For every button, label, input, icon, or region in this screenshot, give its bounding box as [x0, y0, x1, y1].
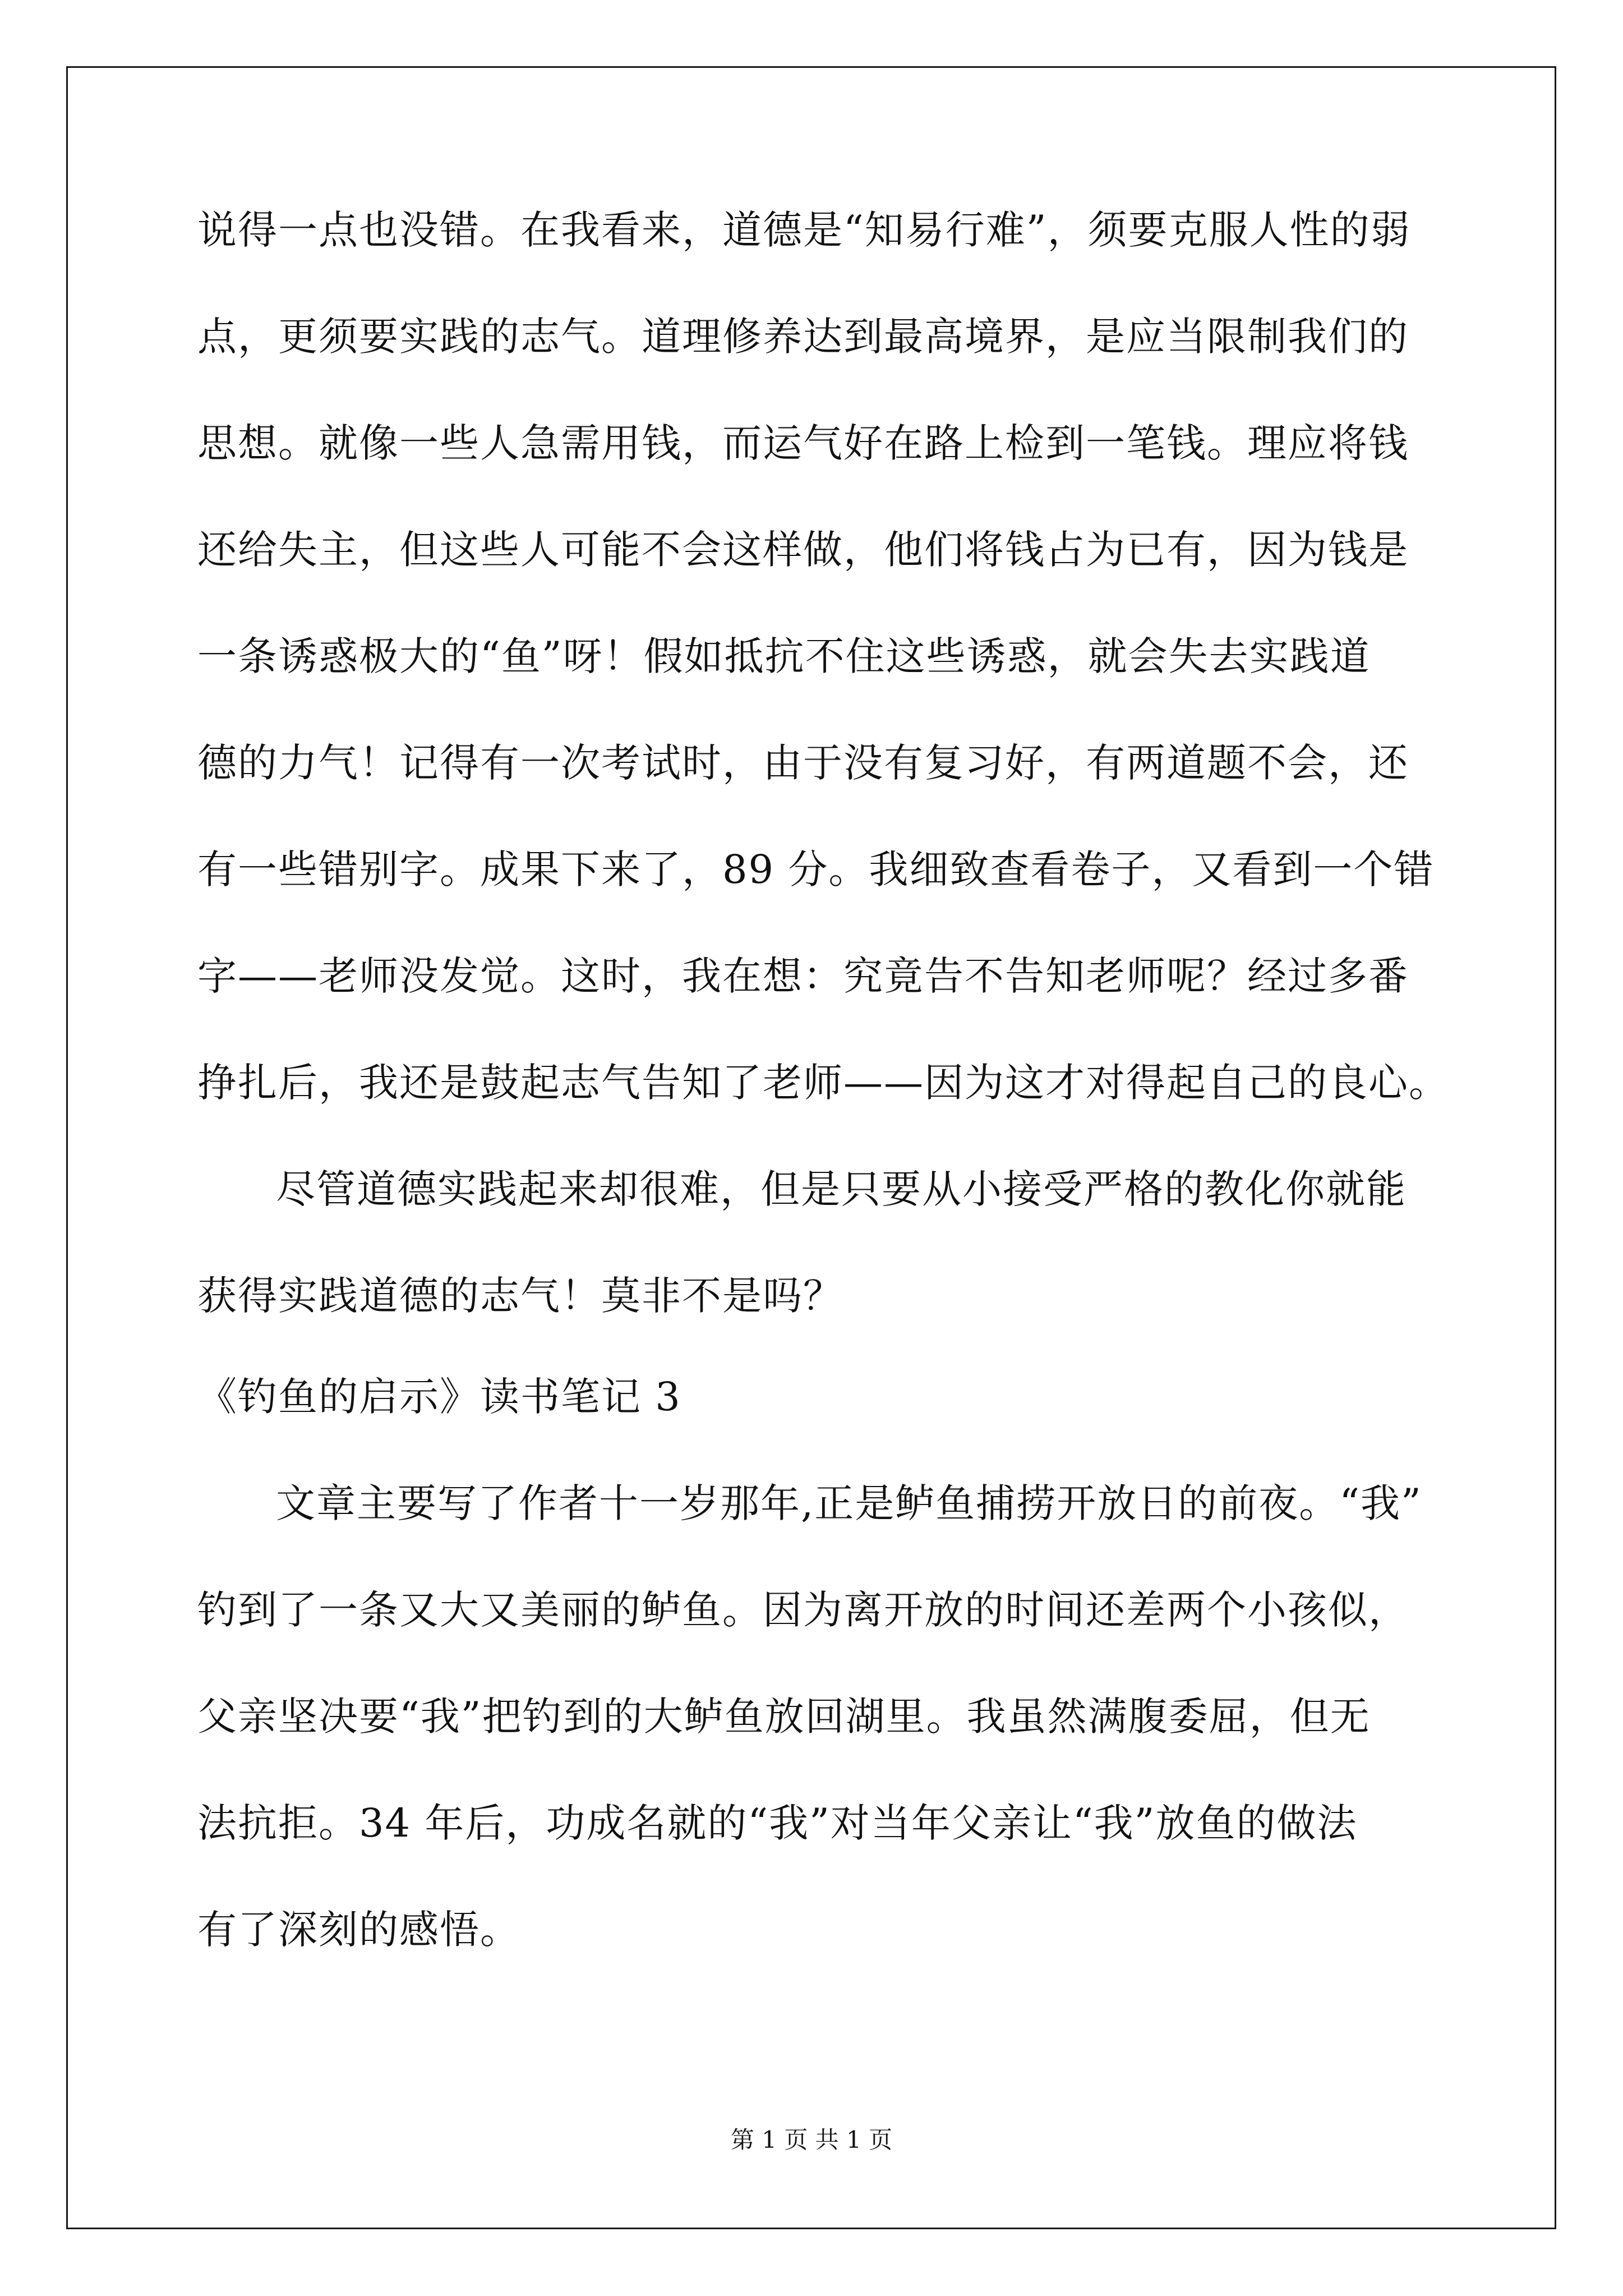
paragraph-start-line: 文章主要写了作者十一岁那年,正是鲈鱼捕捞开放日的前夜。“我”	[276, 1480, 1422, 1526]
text-line: 钓到了一条又大又美丽的鲈鱼。因为离开放的时间还差两个小孩似，	[197, 1587, 1409, 1633]
text-line: 德的力气！记得有一次考试时，由于没有复习好，有两道题不会，还	[197, 740, 1409, 786]
text-line: 点，更须要实践的志气。道理修养达到最高境界，是应当限制我们的	[197, 314, 1409, 360]
text-line: 有一些错别字。成果下来了，89 分。我细致查看卷子，又看到一个错	[197, 846, 1435, 892]
text-line: 说得一点也没错。在我看来，道德是“知易行难”，须要克服人性的弱	[197, 207, 1411, 253]
text-line: 获得实践道德的志气！莫非不是吗？	[197, 1273, 843, 1319]
paragraph-start-line: 尽管道德实践起来却很难，但是只要从小接受严格的教化你就能	[276, 1166, 1407, 1212]
page-number-footer: 第 1 页 共 1 页	[730, 2126, 893, 2154]
text-line: 还给失主，但这些人可能不会这样做，他们将钱占为已有，因为钱是	[197, 527, 1409, 573]
section-heading: 《钓鱼的启示》读书笔记 3	[197, 1374, 681, 1420]
text-line: 法抗拒。34 年后，功成名就的“我”对当年父亲让“我”放鱼的做法	[197, 1800, 1358, 1846]
text-line: 父亲坚决要“我”把钓到的大鲈鱼放回湖里。我虽然满腹委屈，但无	[197, 1694, 1371, 1740]
text-line: 思想。就像一些人急需用钱，而运气好在路上检到一笔钱。理应将钱	[197, 420, 1409, 466]
text-line: 挣扎后，我还是鼓起志气告知了老师——因为这才对得起自己的良心。	[197, 1060, 1449, 1106]
text-line: 有了深刻的感悟。	[197, 1907, 520, 1953]
text-line: 字——老师没发觉。这时，我在想：究竟告不告知老师呢？经过多番	[197, 953, 1409, 999]
text-line: 一条诱惑极大的“鱼”呀！假如抵抗不住这些诱惑，就会失去实践道	[197, 633, 1371, 679]
